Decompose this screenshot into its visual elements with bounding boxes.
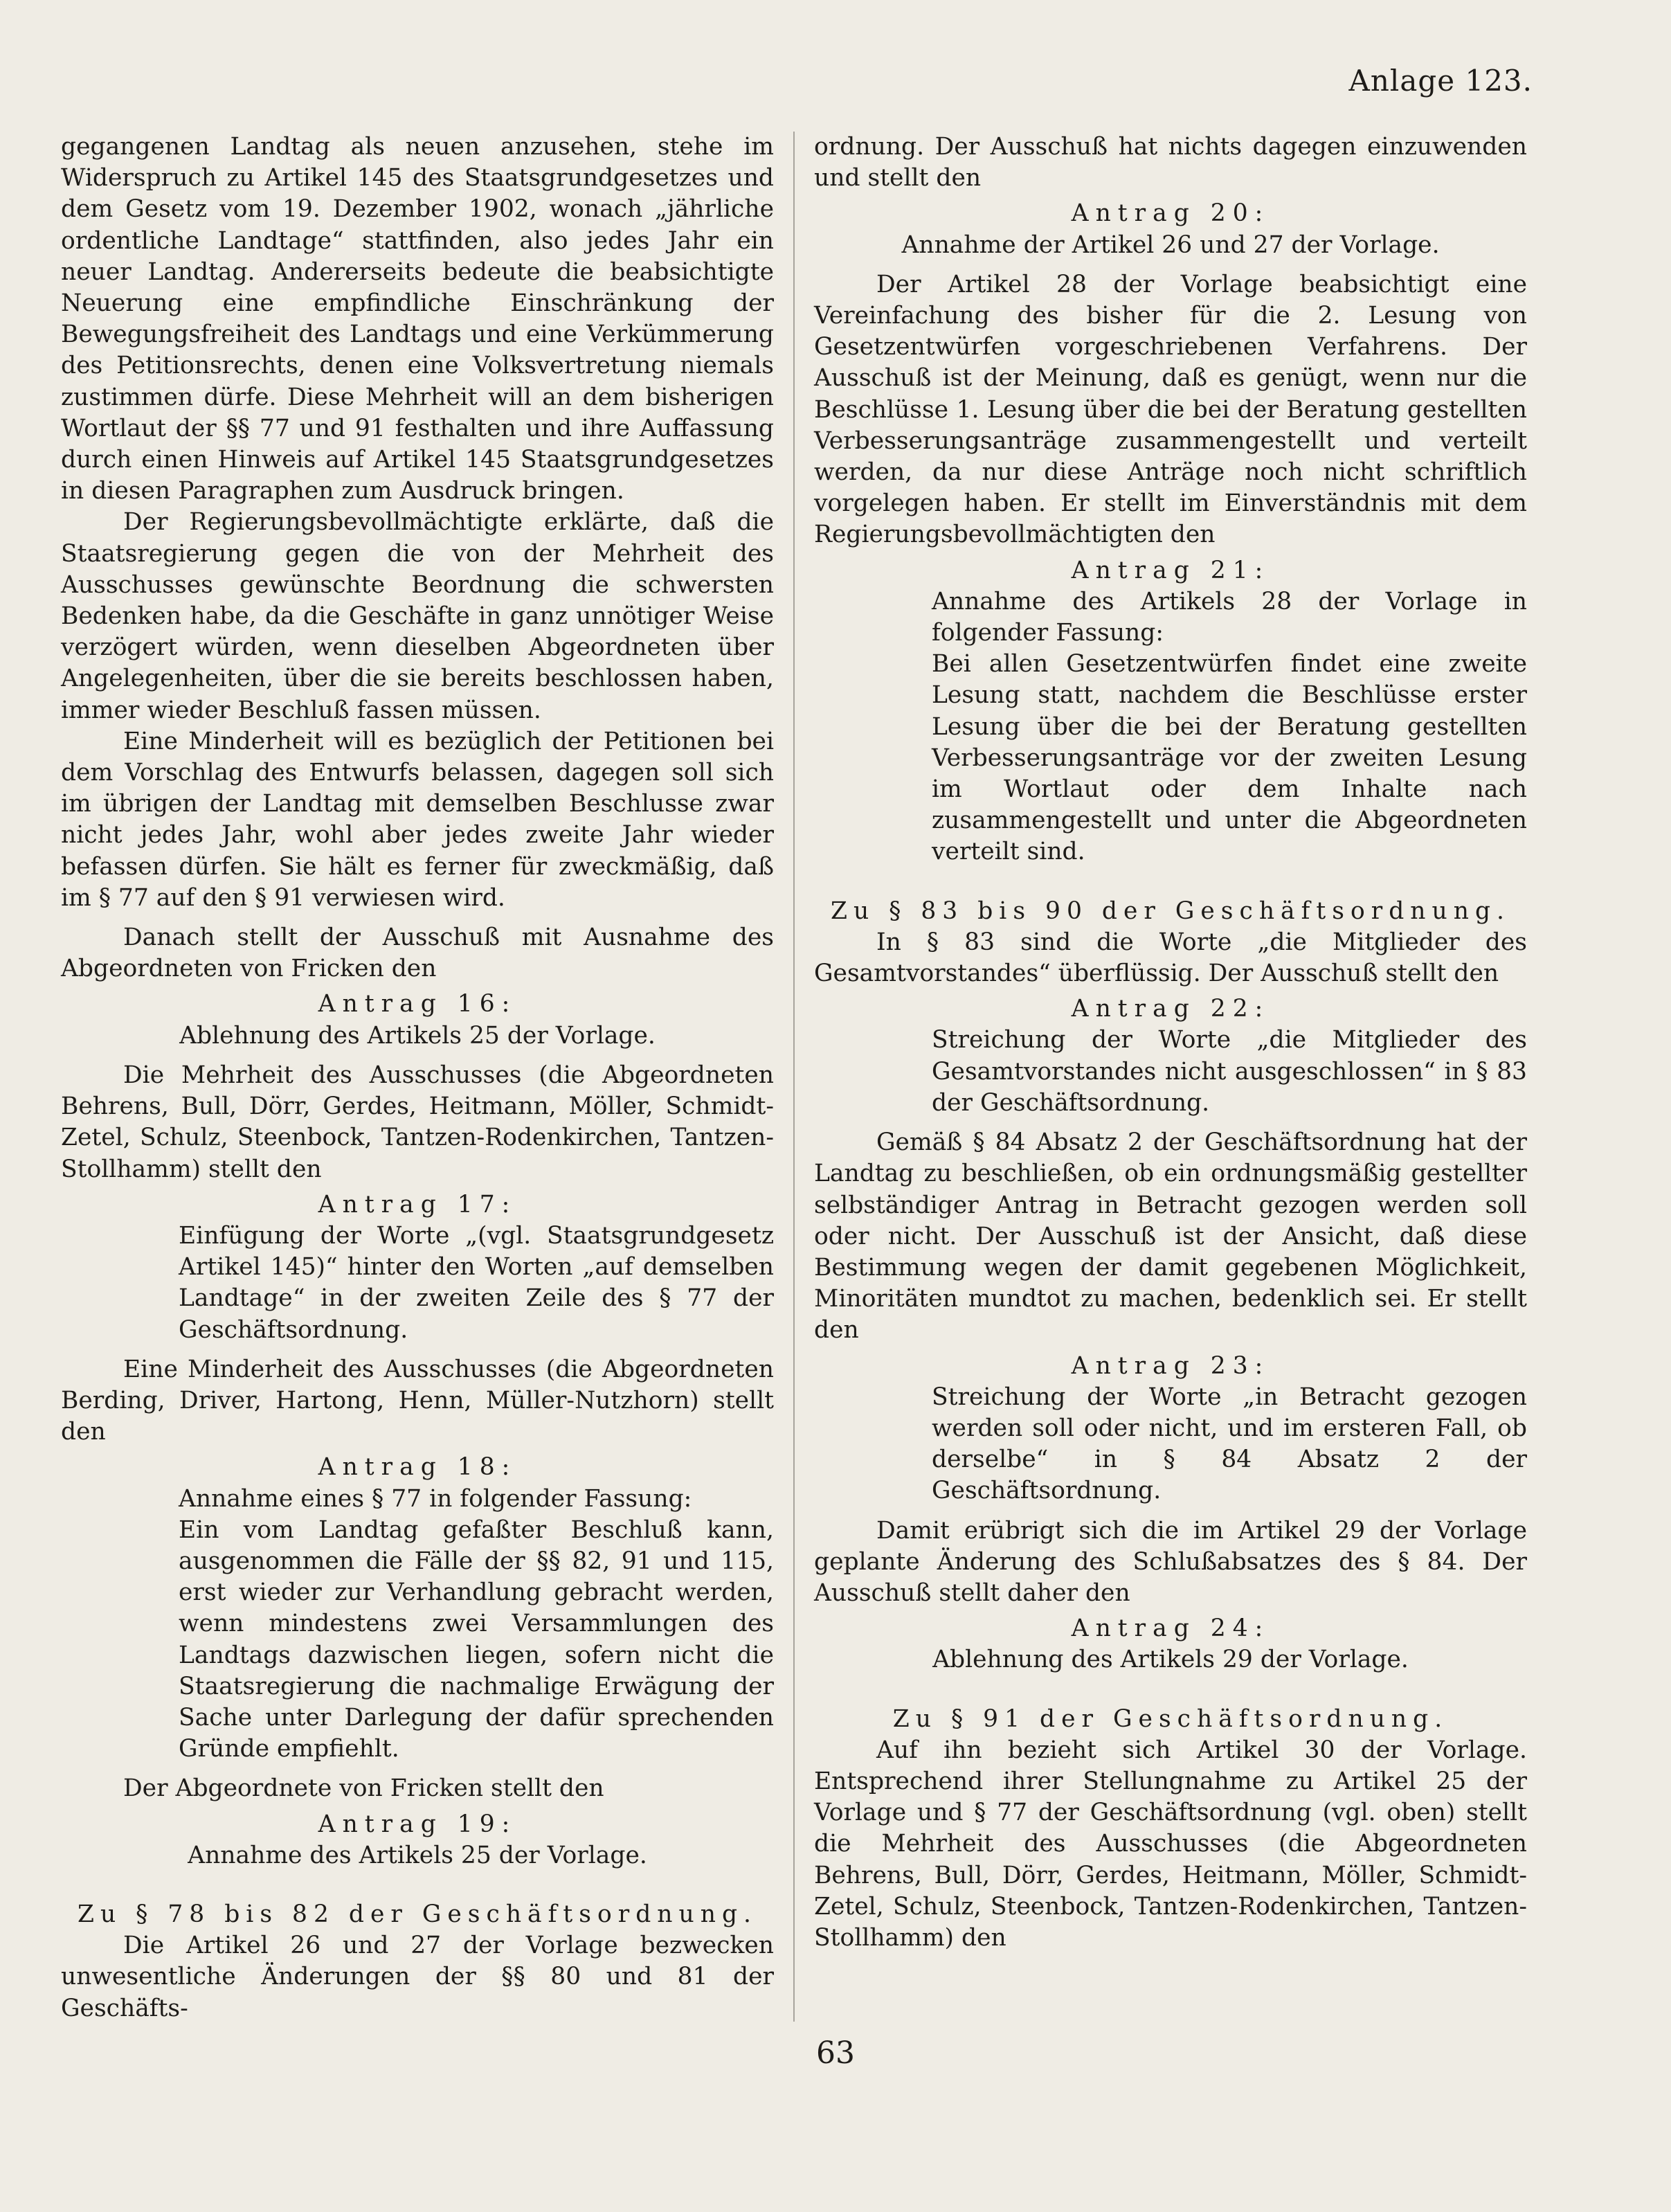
paragraph: In § 83 sind die Worte „die Mitglieder des Gesamtvorstandes“ überflüssig. Der Ausschuß stellt den bbox=[814, 928, 1527, 988]
motion-heading: Antrag 20: bbox=[1071, 199, 1270, 228]
motion-text: Annahme eines § 77 in folgender Fassung: bbox=[179, 1484, 692, 1513]
paragraph: Danach stellt der Ausschuß mit Ausnahme des Abgeordneten von Fricken den bbox=[61, 924, 774, 983]
proposed-text: Ein vom Landtag gefaßter Beschluß kann, ausgenommen die Fälle der §§ 82, 91 und 115, erst wieder zur Verhandlung gebracht werden, wenn mindestens zwei Versammlungen des Landtags dazwischen liegen, sofern nicht die Staatsregierung die nachmalige Erwägung der Sache unter Darlegung der dafür sprechenden Gründe empfiehlt. bbox=[179, 1516, 774, 1763]
paragraph: ordnung. Der Ausschuß hat nichts dagegen einzuwenden und stellt den bbox=[814, 133, 1527, 192]
paragraph: Eine Minderheit will es bezüglich der Petitionen bei dem Vorschlag des Entwurfs belassen, dagegen soll sich im übrigen der Landtag mit demselben Beschlusse zwar nicht jedes Jahr, wohl aber jedes zweite Jahr wieder befassen dürfen. Sie hält es ferner für zweckmäßig, daß im § 77 auf den § 91 verwiesen wird. bbox=[61, 727, 774, 912]
motion-text: Streichung der Worte „die Mitglieder des Gesamtvorstandes nicht ausgeschlossen“ in § 83 der Geschäftsordnung. bbox=[932, 1026, 1527, 1117]
page-number: 63 bbox=[816, 2035, 855, 2071]
text-columns bbox=[61, 132, 1528, 2022]
motion-heading: Antrag 19: bbox=[318, 1810, 517, 1838]
right-column bbox=[814, 132, 1527, 2022]
motion-text: Annahme des Artikels 25 der Vorlage. bbox=[188, 1841, 647, 1869]
motion-text: Streichung der Worte „in Betracht gezogen werden soll oder nicht, und im ersteren Fall, ob derselbe“ in § 84 Absatz 2 der Geschäftsordnung. bbox=[932, 1383, 1527, 1505]
motion-heading: Antrag 24: bbox=[1071, 1615, 1270, 1643]
motion-text: Annahme des Artikels 28 der Vorlage in folgender Fassung: bbox=[932, 587, 1527, 647]
column-divider bbox=[793, 132, 795, 2022]
section-heading: Zu § 91 der Geschäftsordnung. bbox=[892, 1705, 1449, 1733]
motion-heading: Antrag 21: bbox=[1071, 556, 1270, 584]
paragraph: Eine Minderheit des Ausschusses (die Abgeordneten Berding, Driver, Hartong, Henn, Müller-Nutzhorn) stellt den bbox=[61, 1355, 774, 1446]
paragraph: Die Artikel 26 und 27 der Vorlage bezwecken unwesentliche Änderungen der §§ 80 und 81 der Geschäfts- bbox=[61, 1932, 774, 2022]
motion-heading: Antrag 18: bbox=[318, 1453, 517, 1482]
motion-text: Annahme der Artikel 26 und 27 der Vorlage. bbox=[901, 231, 1440, 259]
motion-heading: Antrag 17: bbox=[318, 1190, 517, 1219]
motion-text: Ablehnung des Artikels 29 der Vorlage. bbox=[932, 1646, 1409, 1674]
section-heading: Zu § 78 bis 82 der Geschäftsordnung. bbox=[77, 1900, 758, 1928]
paragraph: Gemäß § 84 Absatz 2 der Geschäftsordnung hat der Landtag zu beschließen, ob ein ordnungsmäßig gestellter selbständiger Antrag in Betracht gezogen werden soll oder nicht. Der Ausschuß ist der Ansicht, daß diese Bestimmung wegen der damit gegebenen Möglichkeit, Minoritäten mundtot zu machen, bedenklich sei. Er stellt den bbox=[814, 1129, 1527, 1345]
paragraph: Die Mehrheit des Ausschusses (die Abgeordneten Behrens, Bull, Dörr, Gerdes, Heitmann, Möller, Schmidt-Zetel, Schulz, Steenbock, Tantzen-Rodenkirchen, Tantzen-Stollhamm) stellt den bbox=[61, 1061, 774, 1183]
paragraph: Der Regierungsbevollmächtigte erklärte, daß die Staatsregierung gegen die von der Mehrheit des Ausschusses gewünschte Beordnung die schwersten Bedenken habe, da die Geschäfte in ganz unnötiger Weise verzögert würden, wenn dieselben Abgeordneten über Angelegenheiten, über die sie bereits beschlossen haben, immer wieder Beschluß fassen müssen. bbox=[61, 508, 774, 724]
motion-text: Einfügung der Worte „(vgl. Staatsgrundgesetz Artikel 145)“ hinter den Worten „auf demselben Landtage“ in der zweiten Zeile des § 77 der Geschäftsordnung. bbox=[179, 1221, 774, 1344]
section-heading: Zu § 83 bis 90 der Geschäftsordnung. bbox=[830, 897, 1511, 925]
motion-heading: Antrag 22: bbox=[1071, 995, 1270, 1023]
paragraph: Damit erübrigt sich die im Artikel 29 der Vorlage geplante Änderung des Schlußabsatzes des § 84. Der Ausschuß stellt daher den bbox=[814, 1516, 1527, 1607]
paragraph: Der Abgeordnete von Fricken stellt den bbox=[123, 1774, 604, 1803]
left-column bbox=[61, 132, 774, 2022]
paragraph: gegangenen Landtag als neuen anzusehen, stehe im Widerspruch zu Artikel 145 des Staatsgrundgesetzes und dem Gesetz vom 19. Dezember 1902, wonach „jährliche ordentliche Landtage“ stattfinden, also jedes Jahr ein neuer Landtag. Andererseits bedeute die beabsichtigte Neuerung eine empfindliche Einschränkung der Bewegungsfreiheit des Landtags und eine Verkümmerung des Petitionsrechts, denen eine Volksvertretung niemals zustimmen dürfe. Diese Mehrheit will an dem bisherigen Wortlaut der §§ 77 und 91 festhalten und ihre Auffassung durch einen Hinweis auf Artikel 145 Staatsgrundgesetzes in diesen Paragraphen zum Ausdruck bringen. bbox=[61, 133, 774, 505]
proposed-text: Bei allen Gesetzentwürfen findet eine zweite Lesung statt, nachdem die Beschlüsse erster Lesung über die bei der Beratung gestellten Verbesserungsanträge vor der zweiten Lesung im Wortlaut oder dem Inhalte nach zusammengestellt und unter die Abgeordneten verteilt sind. bbox=[932, 650, 1527, 866]
motion-text: Ablehnung des Artikels 25 der Vorlage. bbox=[179, 1021, 656, 1050]
paragraph: Auf ihn bezieht sich Artikel 30 der Vorlage. Entsprechend ihrer Stellungnahme zu Artikel 25 der Vorlage und § 77 der Geschäftsordnung (vgl. oben) stellt die Mehrheit des Ausschusses (die Abgeordneten Behrens, Bull, Dörr, Gerdes, Heitmann, Möller, Schmidt-Zetel, Schulz, Steenbock, Tantzen-Rodenkirchen, Tantzen-Stollhamm) den bbox=[814, 1736, 1527, 1952]
page-header: Anlage 123. bbox=[1348, 64, 1533, 98]
motion-heading: Antrag 16: bbox=[318, 990, 517, 1018]
motion-heading: Antrag 23: bbox=[1071, 1351, 1270, 1380]
paragraph: Der Artikel 28 der Vorlage beabsichtigt eine Vereinfachung des bisher für die 2. Lesung von Gesetzentwürfen vorgeschriebenen Verfahrens. Der Ausschuß ist der Meinung, daß es genügt, wenn nur die Beschlüsse 1. Lesung über die bei der Beratung gestellten Verbesserungsanträge zusammengestellt und verteilt werden, da nur diese Anträge noch nicht schriftlich vorgelegen haben. Er stellt im Einverständnis mit dem Regierungsbevollmächtigten den bbox=[814, 270, 1527, 549]
